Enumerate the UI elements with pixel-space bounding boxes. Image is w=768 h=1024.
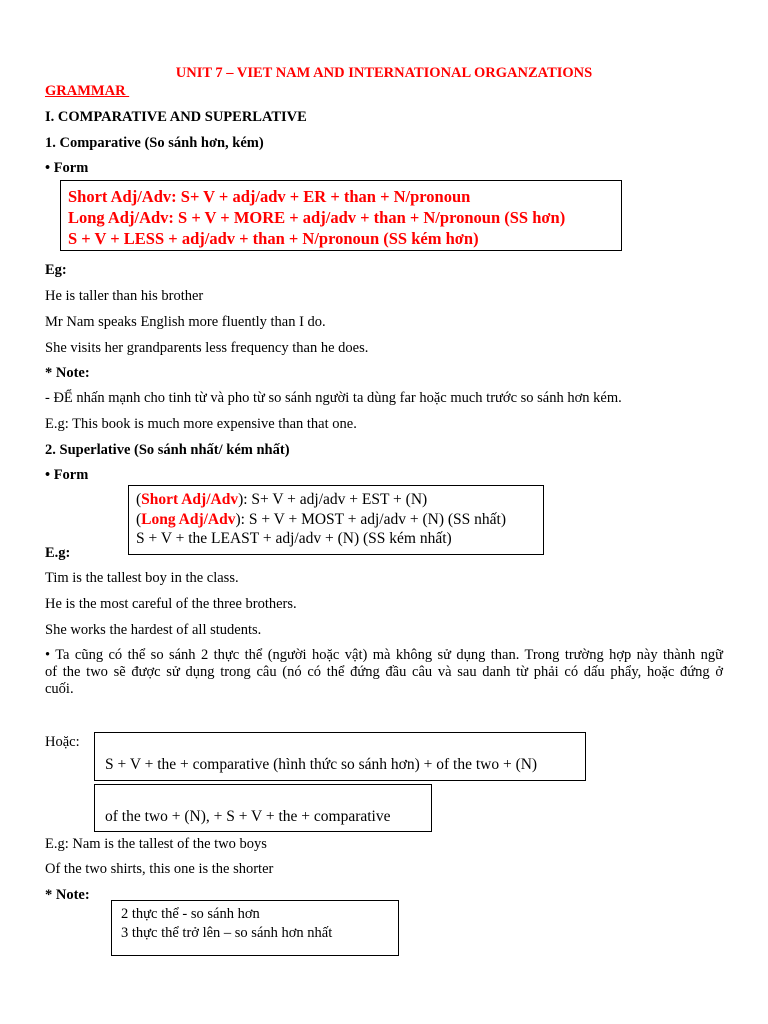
comparative-example: Mr Nam speaks English more fluently than I do. xyxy=(45,314,326,330)
note-line: 2 thực thể - so sánh hơn xyxy=(121,906,260,922)
note-box xyxy=(111,900,399,956)
superlative-least-rule: S + V + the LEAST + adj/adv + (N) (SS kém nhất) xyxy=(136,530,452,547)
of-the-two-paragraph-line: cuối. xyxy=(45,681,74,697)
superlative-form-box xyxy=(128,485,544,555)
of-the-two-paragraph-line: • Ta cũng có thể so sánh 2 thực thể (người hoặc vật) mà không sử dụng than. Trong trường hợp này thành ngữ xyxy=(45,647,723,663)
formula-1: S + V + the + comparative (hình thức so sánh hơn) + of the two + (N) xyxy=(105,756,538,773)
superlative-note-label: * Note: xyxy=(45,887,90,903)
note-line: 3 thực thể trở lên – so sánh hơn nhất xyxy=(121,924,333,941)
superlative-example-2: Of the two shirts, this one is the shorter xyxy=(45,861,274,877)
superlative-form-label: • Form xyxy=(45,467,89,483)
grammar-heading: GRAMMAR xyxy=(45,83,130,99)
superlative-long-formula: ): S + V + MOST + adj/adv + (N) (SS nhất) xyxy=(235,510,506,528)
superlative-long-label: Long Adj/Adv xyxy=(141,510,236,528)
superlative-short-formula: ): S+ V + adj/adv + EST + (N) xyxy=(238,491,428,508)
superlative-example: She works the hardest of all students. xyxy=(45,622,262,638)
comparative-form-label: • Form xyxy=(45,160,89,176)
formula-box-2 xyxy=(94,784,432,832)
comparative-note-label: * Note: xyxy=(45,365,90,381)
superlative-eg-label: E.g: xyxy=(45,545,71,561)
comparative-form-box xyxy=(60,180,622,251)
superlative-short-rule xyxy=(136,490,543,510)
superlative-example-2: E.g: Nam is the tallest of the two boys xyxy=(45,836,267,852)
superlative-long-rule xyxy=(136,510,543,530)
paren: ( xyxy=(136,510,142,528)
comparative-long-rule: Long Adj/Adv: S + V + MORE + adj/adv + than + N/pronoun (SS hơn) xyxy=(68,208,566,227)
comparative-less-rule: S + V + LESS + adj/adv + than + N/pronoun (SS kém hơn) xyxy=(68,229,479,248)
comparative-example: She visits her grandparents less frequency than he does. xyxy=(45,340,369,356)
formula-2: of the two + (N), + S + V + the + comparative xyxy=(105,808,391,825)
comparative-note-text: - ĐỂ nhấn mạnh cho tinh từ và pho từ so sánh người ta dùng far hoặc much trước so sánh hơn kém. xyxy=(45,390,622,406)
superlative-example: Tim is the tallest boy in the class. xyxy=(45,570,239,586)
comparative-example: He is taller than his brother xyxy=(45,288,204,304)
comparative-short-rule: Short Adj/Adv: S+ V + adj/adv + ER + than + N/pronoun xyxy=(68,187,471,206)
superlative-short-label: Short Adj/Adv xyxy=(141,491,239,508)
comparative-note-example: E.g: This book is much more expensive than that one. xyxy=(45,416,357,432)
section-heading: I. COMPARATIVE AND SUPERLATIVE xyxy=(45,109,307,125)
superlative-heading: 2. Superlative (So sánh nhất/ kém nhất) xyxy=(45,442,290,458)
document-title: UNIT 7 – VIET NAM AND INTERNATIONAL ORGANZATIONS xyxy=(175,65,593,81)
hoac-label: Hoặc: xyxy=(45,734,80,750)
of-the-two-paragraph-line: of the two sẽ được sử dụng trong câu (nó có thể đứng đầu câu và sau danh từ phải có dấu phẩy, hoặc đứng ở xyxy=(45,664,723,680)
comparative-eg-label: Eg: xyxy=(45,262,67,278)
paren: ( xyxy=(136,491,142,508)
comparative-heading: 1. Comparative (So sánh hơn, kém) xyxy=(45,135,264,151)
formula-box-1 xyxy=(94,732,586,781)
superlative-example: He is the most careful of the three brothers. xyxy=(45,596,297,612)
